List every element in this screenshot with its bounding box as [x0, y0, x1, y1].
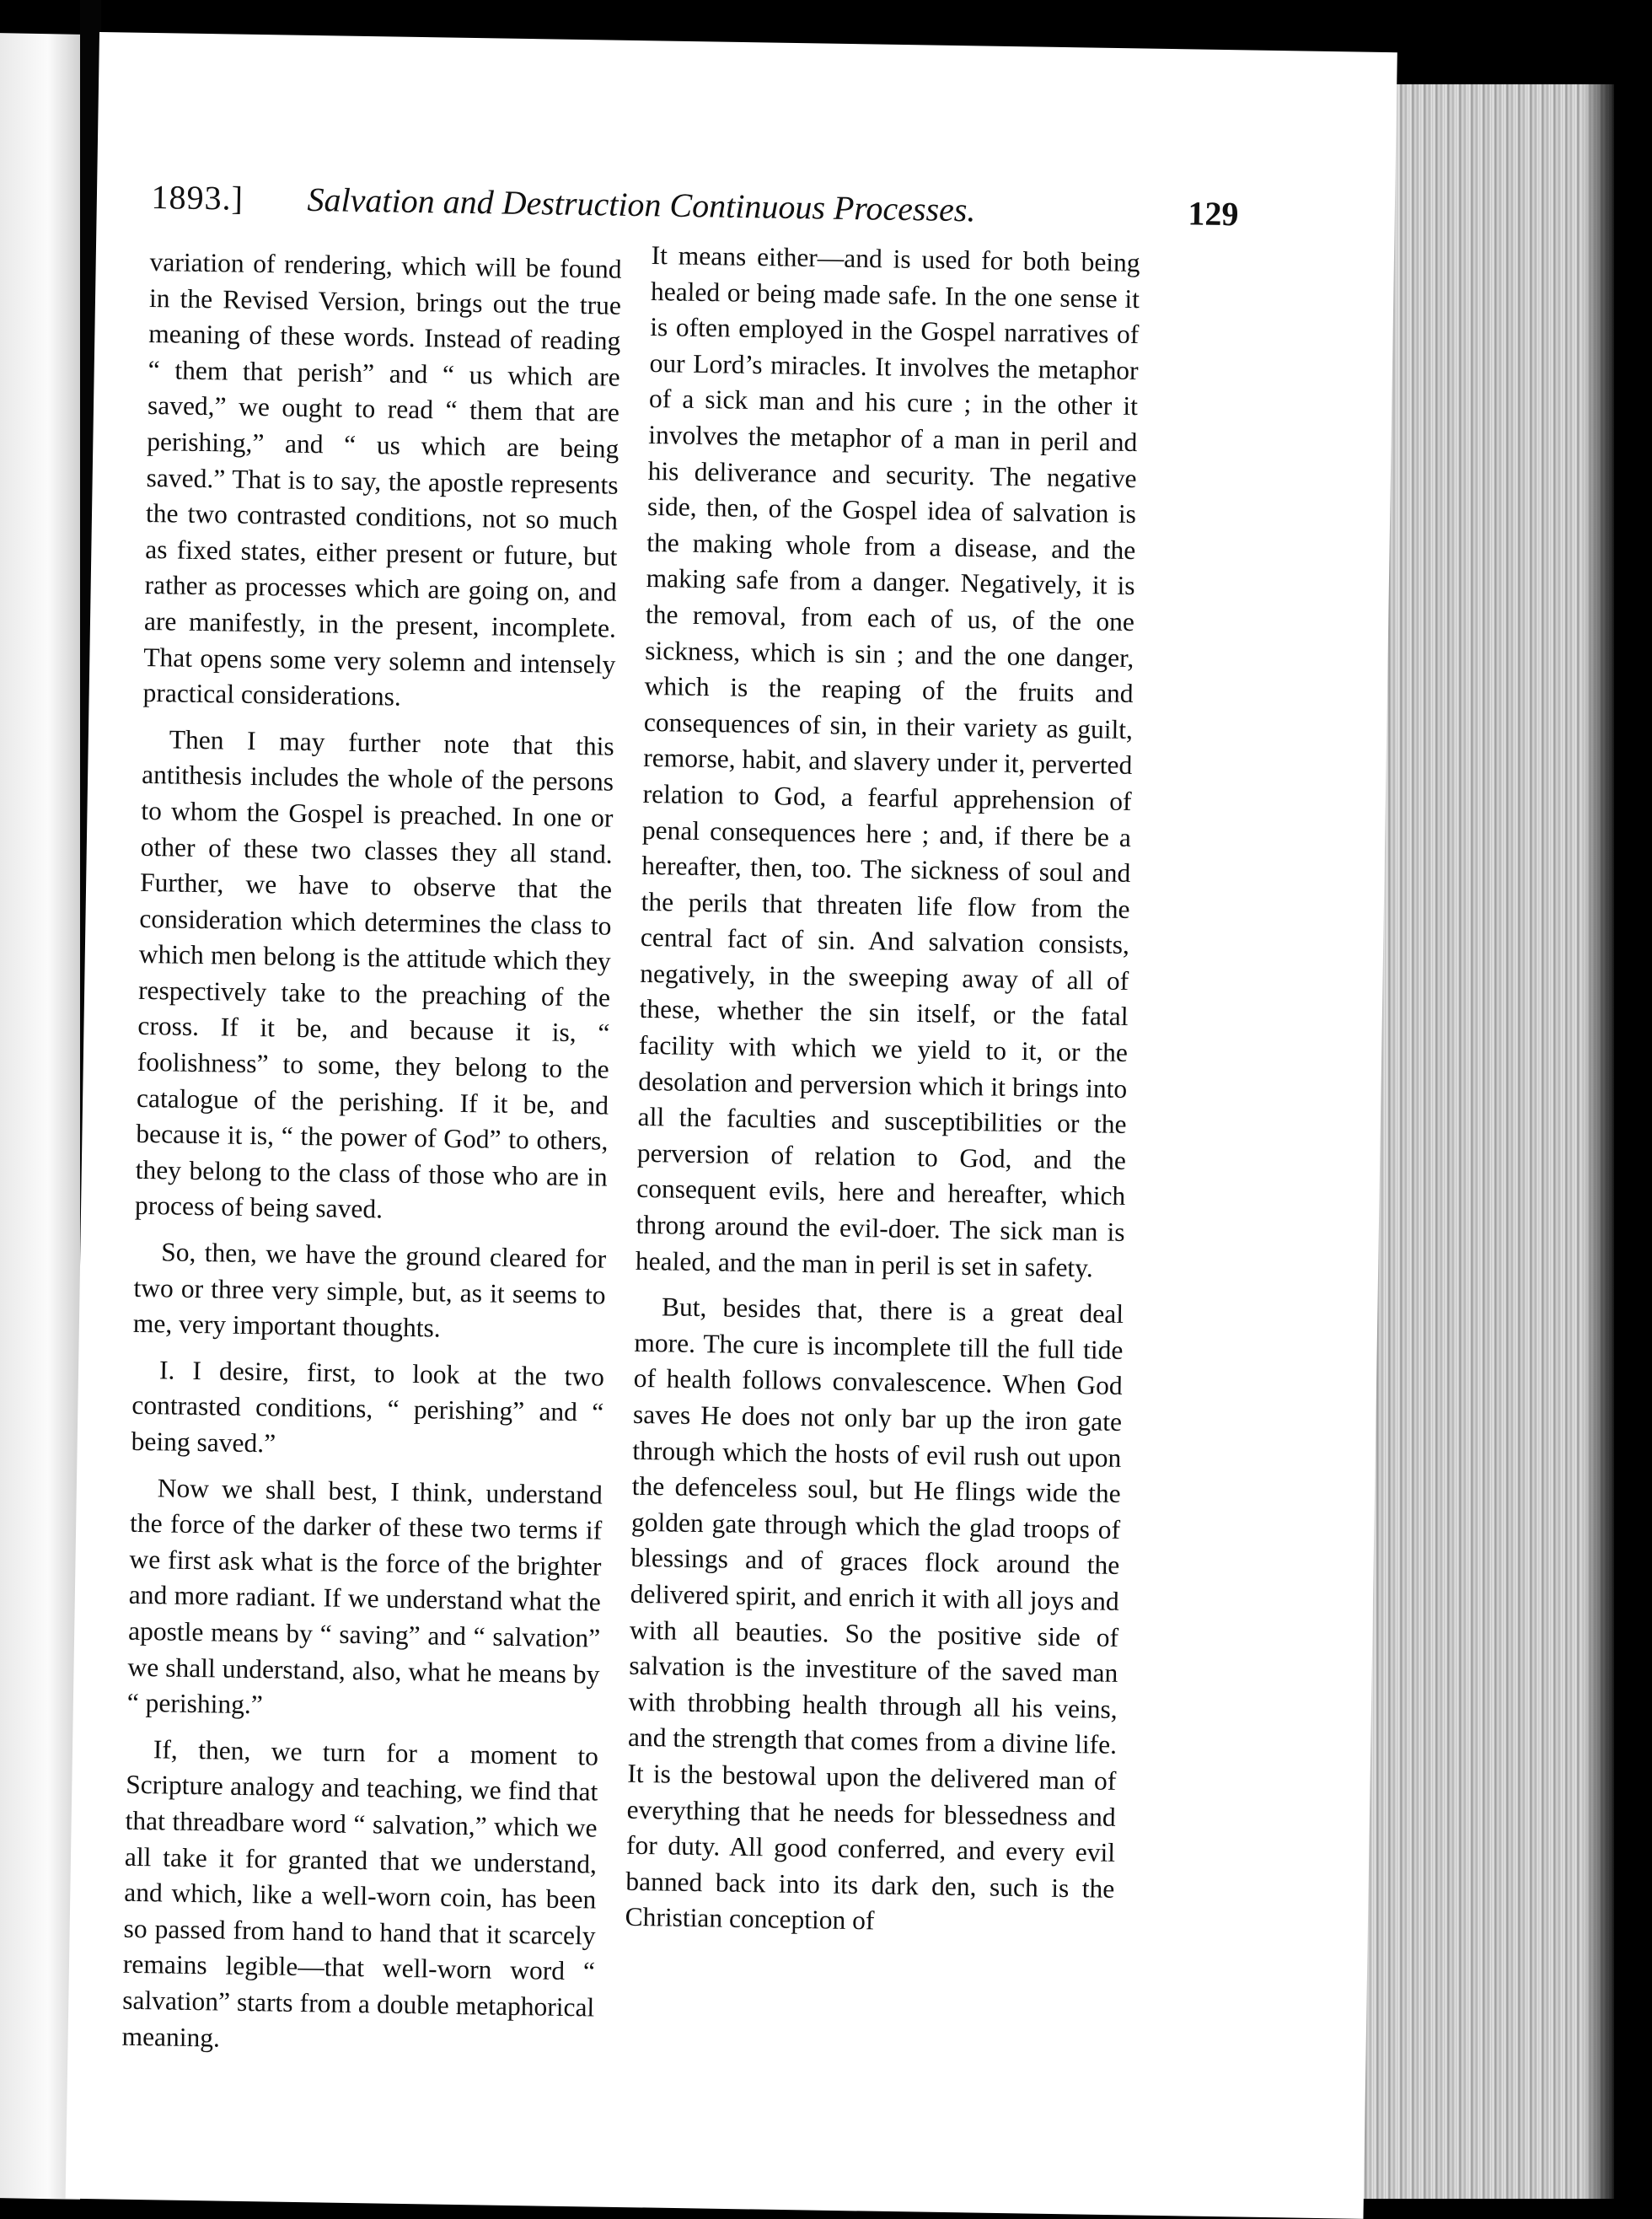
- scan-border: [1614, 0, 1652, 2199]
- paragraph: If, then, we turn for a moment to Scripture analogy and teaching, we find that that threadbare word “ salvation,” which we all take it for granted that we understand, and which, like a well-worn coin, has been so passed from hand to hand that it scarcely remains legible—that well-worn word “ salvation” starts from a double metaphorical meaning.: [121, 1734, 599, 2053]
- paragraph: So, then, we have the ground cleared for two or three very simple, but, as it seems to me, very important thoughts.: [132, 1237, 607, 1343]
- left-column: [121, 244, 622, 2062]
- header-title: Salvation and Destruction Continuous Processes.: [307, 180, 976, 229]
- page-stack-edges: [1361, 84, 1614, 2199]
- header-year: 1893.]: [151, 177, 244, 218]
- paragraph: But, besides that, there is a great deal more. The cure is incomplete till the full tide of health follows convalescence. When God saves He does not only bar up the iron gate through which the hosts of evil rush out upon the defenceless soul, but He flings wide the golden gate through which the glad troops of blessings and of graces flock around the delivered spirit, and enrich it with all joys and with all beauties. So the positive side of salvation is the investiture of the saved man with throbbing health through all his veins, and the strength that comes from a divine life. It is the bestowal upon the delivered man of everything that he needs for blessedness and for duty. All good conferred, and every evil banned back into its dark den, such is the Christian conception of: [625, 1292, 1124, 1936]
- paragraph: variation of rendering, which will be found in the Revised Version, brings out the true meaning of these words. Instead of reading “ them that perish” and “ us which are saved,” we ought to read “ them that are perishing,” and “ us which are being saved.” That is to say, the apostle represents the two contrasted conditions, not so much as fixed states, either present or future, but rather as processes which are going on, and are manifestly, in the present, incomplete. That opens some very solemn and intensely practical considerations.: [142, 246, 622, 712]
- paragraph: I. I desire, first, to look at the two contrasted conditions, “ perishing” and “ being saved.”: [131, 1355, 605, 1459]
- paragraph: Then I may further note that this antithesis includes the whole of the persons to whom the Gospel is preached. In one or other of these two classes they all stand. Further, we have to observe that the consideration which determines the class to which men belong is the attitude which they respectively take to the preaching of the cross. If it be, and because it is, “ foolishness” to some, they belong to the catalogue of the perishing. If it be, and because it is, “ the power of God” to others, they belong to the class of those who are in process of being saved.: [134, 724, 614, 1224]
- right-column: [625, 238, 1140, 1943]
- page-number: 129: [1188, 194, 1239, 234]
- paragraph: It means either—and is used for both being healed or being made safe. In the one sense it is often employed in the Gospel narratives of our Lord’s miracles. It involves the metaphor of a sick man and his cure ; in the other it involves the metaphor of a man in peril and his deliverance and security. The negative side, then, of the Gospel idea of salvation is the making whole from a disease, and the making safe from a danger. Negatively, it is the removal, from each of us, of the one sickness, which is sin ; and the one danger, which is the reaping of the fruits and consequences of sin, in their variety as guilt, remorse, habit, and slavery under it, perverted relation to God, a fearful apprehension of penal consequences here ; and, if there be a hereafter, then, too. The sickness of soul and the perils that threaten life flow from the central fact of sin. And salvation consists, negatively, in the sweeping away of all of these, whether the sin itself, or the fatal facility with which we yield to it, or the desolation and perversion which it brings into all the faculties and susceptibilities or the perversion of relation to God, and the consequent evils, here and hereafter, which throng around the evil-doer. The sick man is healed, and the man in peril is set in safety.: [635, 239, 1140, 1283]
- paragraph: Now we shall best, I think, understand the force of the darker of these two terms if we first ask what is the force of the brighter and more radiant. If we understand what the apostle means by “ saving” and “ salvation” we shall understand, also, what he means by “ perishing.”: [126, 1472, 603, 1720]
- facing-page-edge: [0, 33, 80, 2200]
